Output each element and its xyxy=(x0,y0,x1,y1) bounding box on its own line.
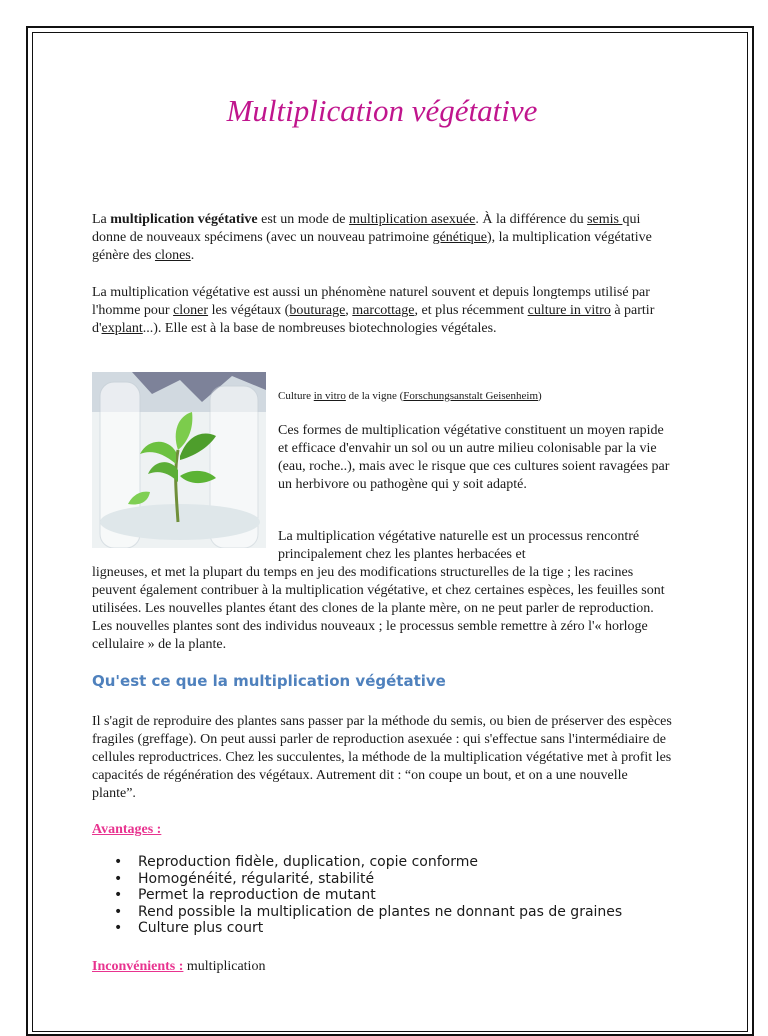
list-item: • Culture plus court xyxy=(92,920,622,937)
list-item: • Homogénéité, régularité, stabilité xyxy=(92,871,622,888)
text-run: ), la multiplication végétative génère des xyxy=(92,230,652,263)
text-run: les végétaux ( xyxy=(208,303,290,318)
text-run: La multiplication végétative est aussi un phénomène naturel souvent et depuis longtemps utilisé par l'homme pour xyxy=(92,285,650,318)
list-item: • Permet la reproduction de mutant xyxy=(92,887,622,904)
link-marcottage[interactable]: marcottage xyxy=(352,303,415,318)
text-run: , xyxy=(345,303,353,318)
intro-paragraph xyxy=(92,211,672,265)
text-run: est un mode de xyxy=(257,212,350,227)
text-run: qui donne de nouveaux spécimens (avec un nouveau patrimoine xyxy=(92,212,641,245)
link-in-vitro[interactable]: in vitro xyxy=(313,390,346,402)
text-run: . xyxy=(190,248,195,263)
paragraph-definition: Il s'agit de reproduire des plantes sans passer par la méthode du semis, ou bien de préserver des espèces fragiles (greffage). On peut aussi parler de reproduction asexuée : qui s'effectue sans l'intermédiaire de cellules reproductrices. Chez les succulentes, la méthode de la multiplication végétative met à profit les capacités de régénération des végétaux. Autrement dit : “on coupe un bout, et on a une nouvelle plante”. xyxy=(92,714,672,801)
text-run: La xyxy=(92,212,111,227)
avantages-list xyxy=(92,854,622,937)
text-run: de la vigne ( xyxy=(345,390,404,402)
page-title: Multiplication végétative xyxy=(226,93,538,128)
text-run: , et plus récemment xyxy=(414,303,528,318)
link-explant[interactable]: explant xyxy=(101,321,143,336)
link-clones[interactable]: clones xyxy=(154,248,191,263)
text-run: à partir d' xyxy=(92,303,655,336)
link-culture-in-vitro[interactable]: culture in vitro xyxy=(527,303,611,318)
inconvenients-text: multiplication xyxy=(183,959,266,974)
link-forschungsanstalt[interactable]: Forschungsanstalt Geisenheim xyxy=(403,390,539,402)
paragraph-natural-indent: La multiplication végétative naturelle est un processus rencontré principalement chez les plantes herbacées et xyxy=(278,529,640,562)
text-run: Culture xyxy=(278,390,314,402)
paragraph-natural-continued: ligneuses, et met la plupart du temps en jeu des modifications structurelles de la tige ; les racines peuvent également contribuer à la multiplication végétative, et chez certaines espèces, les feuilles sont utilisées. Les nouvelles plantes étant des clones de la plante mère, on ne peut parler de reproduction. Les nouvelles plantes sont des individus nouveaux ; le processus semble remettre à zéro l'« horloge cellulaire » de la plante. xyxy=(92,565,665,652)
list-item: • Rend possible la multiplication de plantes ne donnant pas de graines xyxy=(92,904,622,921)
inconvenients-line xyxy=(92,958,672,976)
text-run: ) xyxy=(538,390,542,402)
paragraph-natural-phenomenon xyxy=(92,284,672,338)
link-cloner[interactable]: cloner xyxy=(173,303,209,318)
inconvenients-label: Inconvénients : xyxy=(92,959,184,974)
text-run: ...). Elle est à la base de nombreuses biotechnologies végétales. xyxy=(142,321,497,336)
link-multiplication-asexuee[interactable]: multiplication asexuée xyxy=(349,212,476,227)
plant-in-jar-image xyxy=(92,372,266,548)
avantages-label: Avantages : xyxy=(92,822,162,837)
image-caption xyxy=(278,389,542,403)
text-run: . À la différence du xyxy=(475,212,588,227)
list-item: • Reproduction fidèle, duplication, copie conforme xyxy=(92,854,622,871)
link-bouturage[interactable]: bouturage xyxy=(289,303,346,318)
link-semis[interactable]: semis xyxy=(587,212,623,227)
section-heading: Qu'est ce que la multiplication végétative xyxy=(92,672,446,690)
link-genetique[interactable]: génétique xyxy=(432,230,487,245)
vine-in-vitro-photo xyxy=(92,372,266,548)
bold-term: multiplication végétative xyxy=(110,212,258,227)
paragraph-forms: Ces formes de multiplication végétative constituent un moyen rapide et efficace d'envahir un sol ou un autre milieu colonisable par la vie (eau, roche..), mais avec le risque que ces cultures soient ravagées par un herbivore ou pathogène qui y soit adapté. xyxy=(278,423,670,492)
avantages-label-line xyxy=(92,821,672,839)
